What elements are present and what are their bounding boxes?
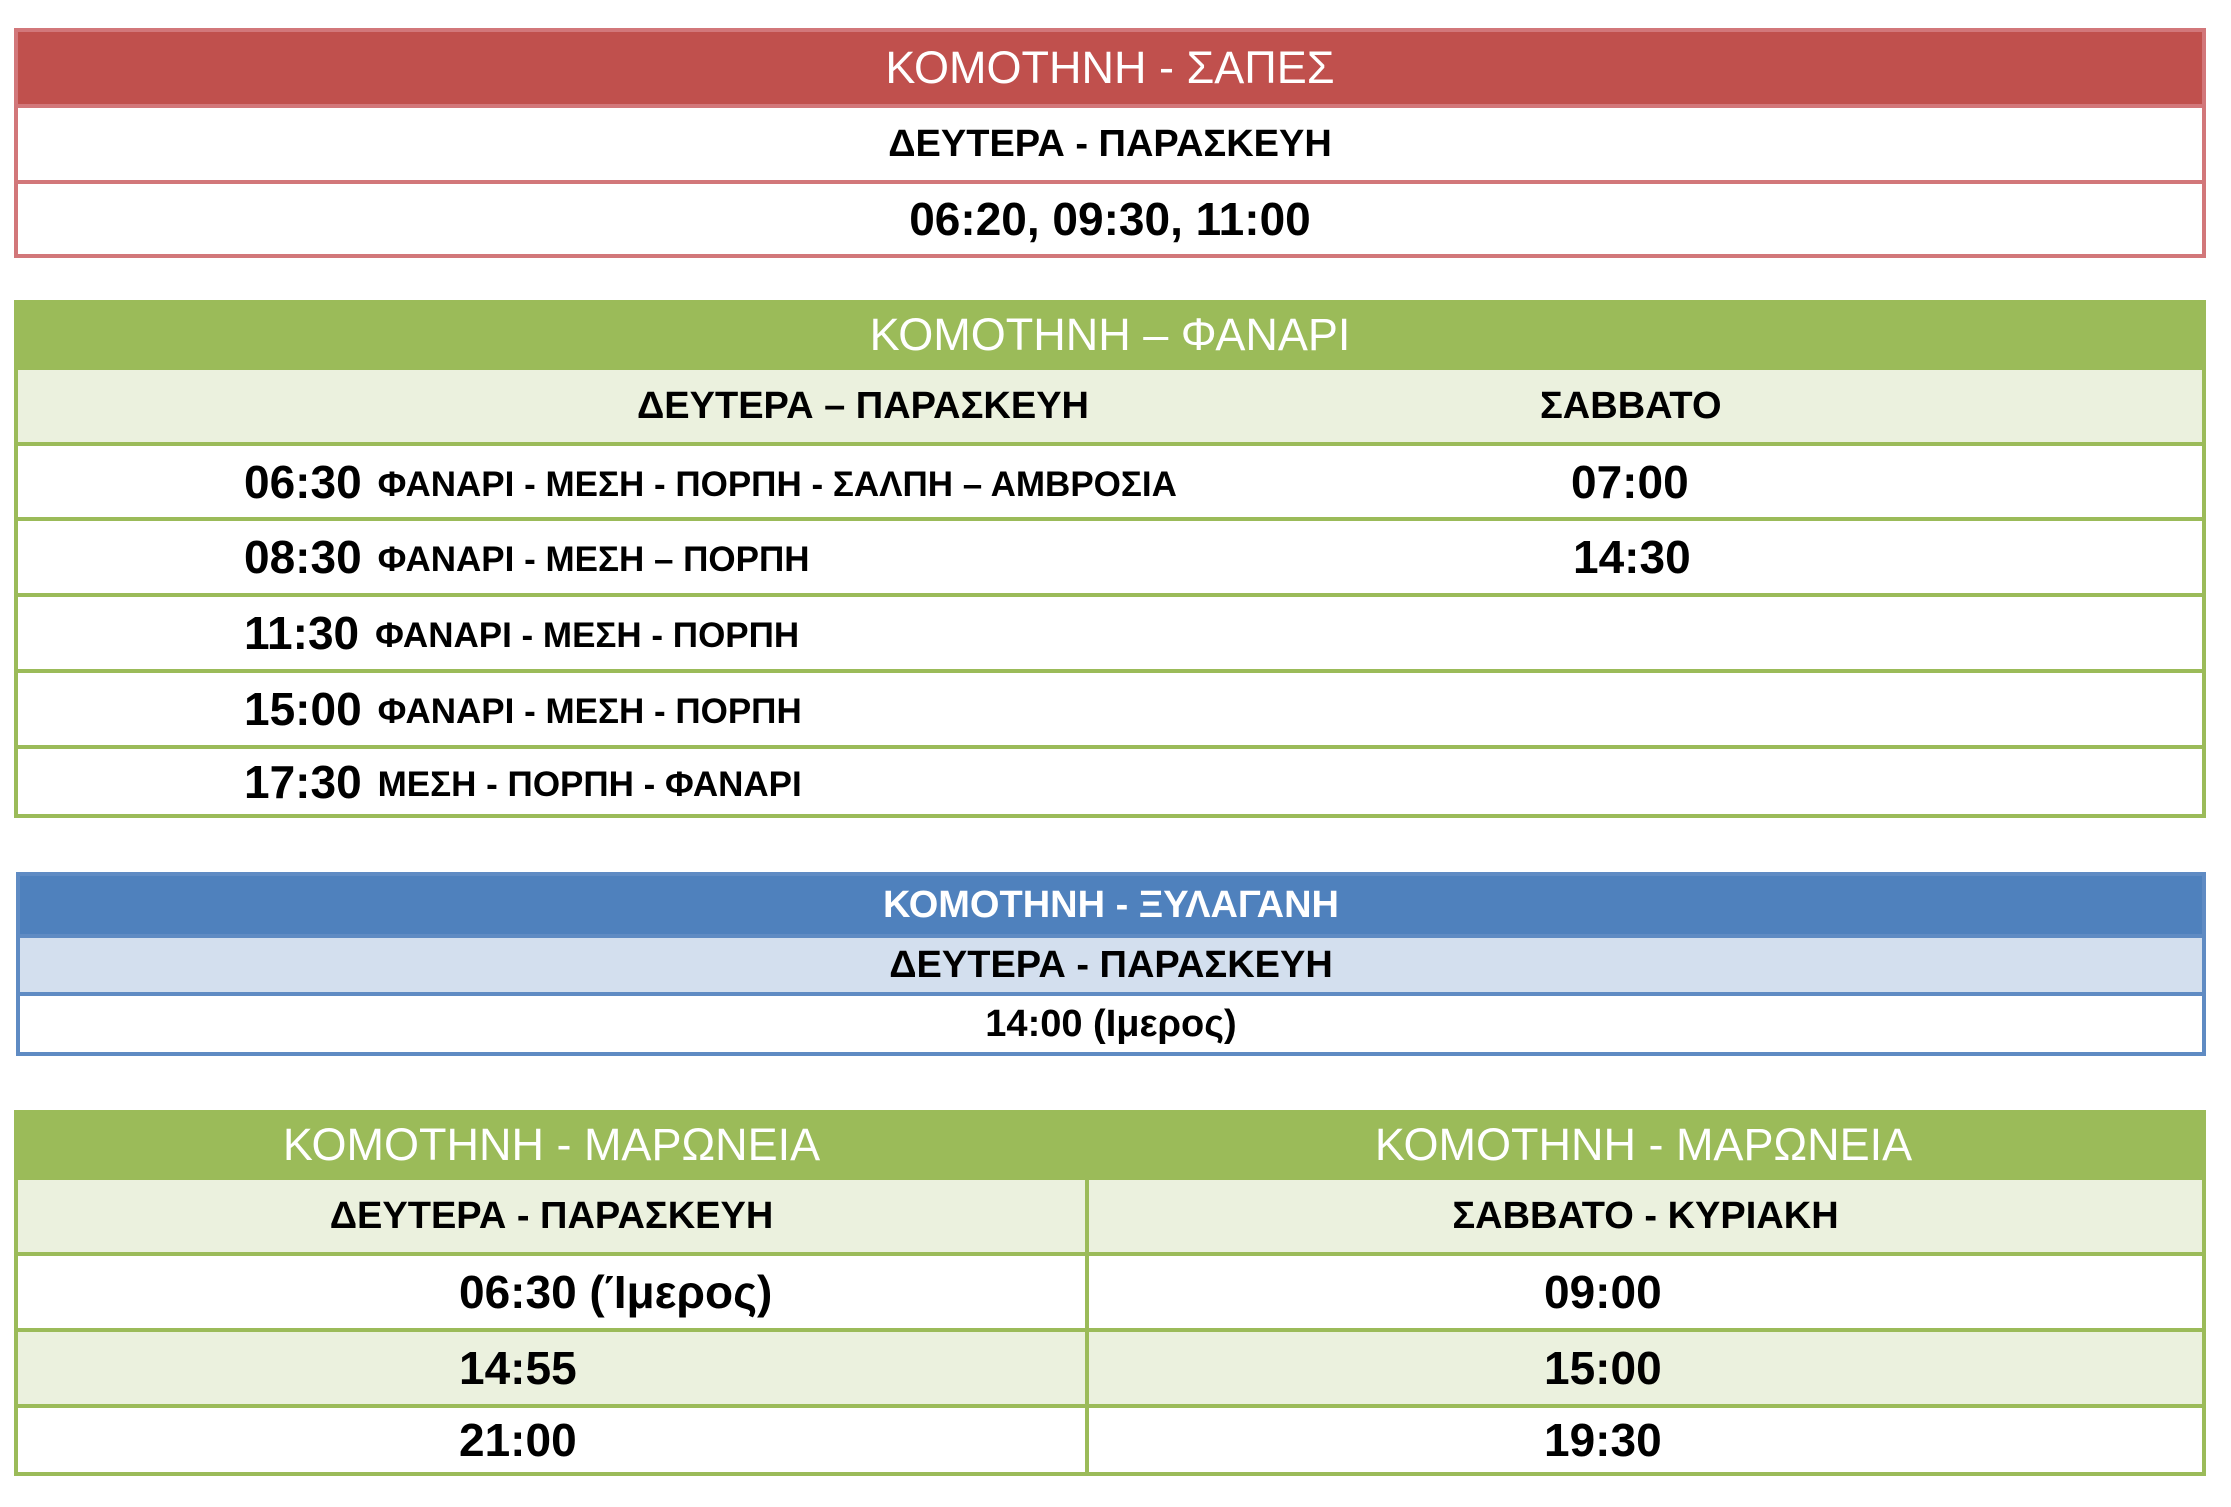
xylagani-times-row: [20, 992, 2202, 1052]
table-row: [18, 517, 2202, 593]
xylagani-schedule-table: [16, 872, 2206, 1056]
sapes-title: ΚΟΜΟΤΗΝΗ - ΣΑΠΕΣ: [885, 42, 1335, 93]
route-stops: ΦΑΝΑΡΙ - ΜΕΣΗ - ΠΟΡΠΗ - ΣΑΛΠΗ – ΑΜΒΡΟΣΙΑ: [377, 464, 1177, 504]
departure-time: 08:30: [244, 531, 362, 583]
maroneia-weekend-title: ΚΟΜΟΤΗΝΗ - ΜΑΡΩΝΕΙΑ: [1374, 1119, 1913, 1170]
table-row: [18, 1404, 2202, 1472]
route-stops: ΦΑΝΑΡΙ - ΜΕΣΗ - ΠΟΡΠΗ: [377, 692, 802, 731]
saturday-time: 07:00: [1571, 455, 1689, 508]
fanari-header-row: [18, 304, 2202, 366]
table-row: [18, 1328, 2202, 1404]
sapes-days-row: [18, 104, 2202, 180]
fanari-days-row: [18, 366, 2202, 442]
table-row: [18, 442, 2202, 517]
route-stops: ΦΑΝΑΡΙ - ΜΕΣΗ - ΠΟΡΠΗ: [375, 616, 800, 655]
maroneia-schedule-table: [14, 1110, 2206, 1476]
maroneia-days-row: [18, 1176, 2202, 1252]
fanari-weekday-label: ΔΕΥΤΕΡΑ – ΠΑΡΑΣΚΕΥΗ: [636, 384, 1089, 427]
fanari-title: ΚΟΜΟΤΗΝΗ – ΦΑΝΑΡΙ: [869, 309, 1351, 360]
saturday-time: 14:30: [1573, 531, 1691, 583]
departure-time: 06:30: [244, 455, 362, 508]
departure-time: 17:30: [244, 755, 362, 808]
fanari-schedule-table: [14, 300, 2206, 818]
weekend-time: 19:30: [1544, 1414, 1662, 1466]
xylagani-title: ΚΟΜΟΤΗΝΗ - ΞΥΛΑΓΑΝΗ: [883, 883, 1339, 926]
departure-time: 15:00: [244, 683, 362, 735]
maroneia-weekday-label: ΔΕΥΤΕΡΑ - ΠΑΡΑΣΚΕΥΗ: [329, 1194, 774, 1237]
table-row: [18, 593, 2202, 669]
table-row: [18, 1252, 2202, 1328]
weekend-time: 09:00: [1544, 1266, 1662, 1318]
table-row: [18, 745, 2202, 814]
sapes-times: 06:20, 09:30, 11:00: [909, 193, 1311, 245]
weekday-time: 14:55: [459, 1342, 577, 1394]
weekend-time: 15:00: [1544, 1342, 1662, 1394]
fanari-saturday-label: ΣΑΒΒΑΤΟ: [1540, 384, 1722, 427]
weekday-time: 21:00: [459, 1414, 577, 1466]
route-stops: ΜΕΣΗ - ΠΟΡΠΗ - ΦΑΝΑΡΙ: [377, 764, 802, 804]
weekday-time: 06:30 (Ίμερος): [459, 1266, 773, 1318]
sapes-schedule-table: [14, 28, 2206, 258]
maroneia-weekday-title: ΚΟΜΟΤΗΝΗ - ΜΑΡΩΝΕΙΑ: [282, 1119, 821, 1170]
route-stops: ΦΑΝΑΡΙ - ΜΕΣΗ – ΠΟΡΠΗ: [377, 540, 810, 579]
sapes-times-row: [18, 180, 2202, 254]
xylagani-times: 14:00 (Ιμερος): [985, 1002, 1237, 1045]
xylagani-days-row: [20, 934, 2202, 992]
sapes-days-label: ΔΕΥΤΕΡΑ - ΠΑΡΑΣΚΕΥΗ: [888, 122, 1332, 165]
sapes-header-row: [18, 32, 2202, 104]
xylagani-days-label: ΔΕΥΤΕΡΑ - ΠΑΡΑΣΚΕΥΗ: [889, 943, 1333, 986]
departure-time: 11:30: [244, 607, 360, 659]
table-row: [18, 669, 2202, 745]
maroneia-header-row: [18, 1114, 2202, 1176]
maroneia-weekend-label: ΣΑΒΒΑΤΟ - ΚΥΡΙΑΚΗ: [1085, 1180, 2202, 1252]
xylagani-header-row: [20, 876, 2202, 934]
